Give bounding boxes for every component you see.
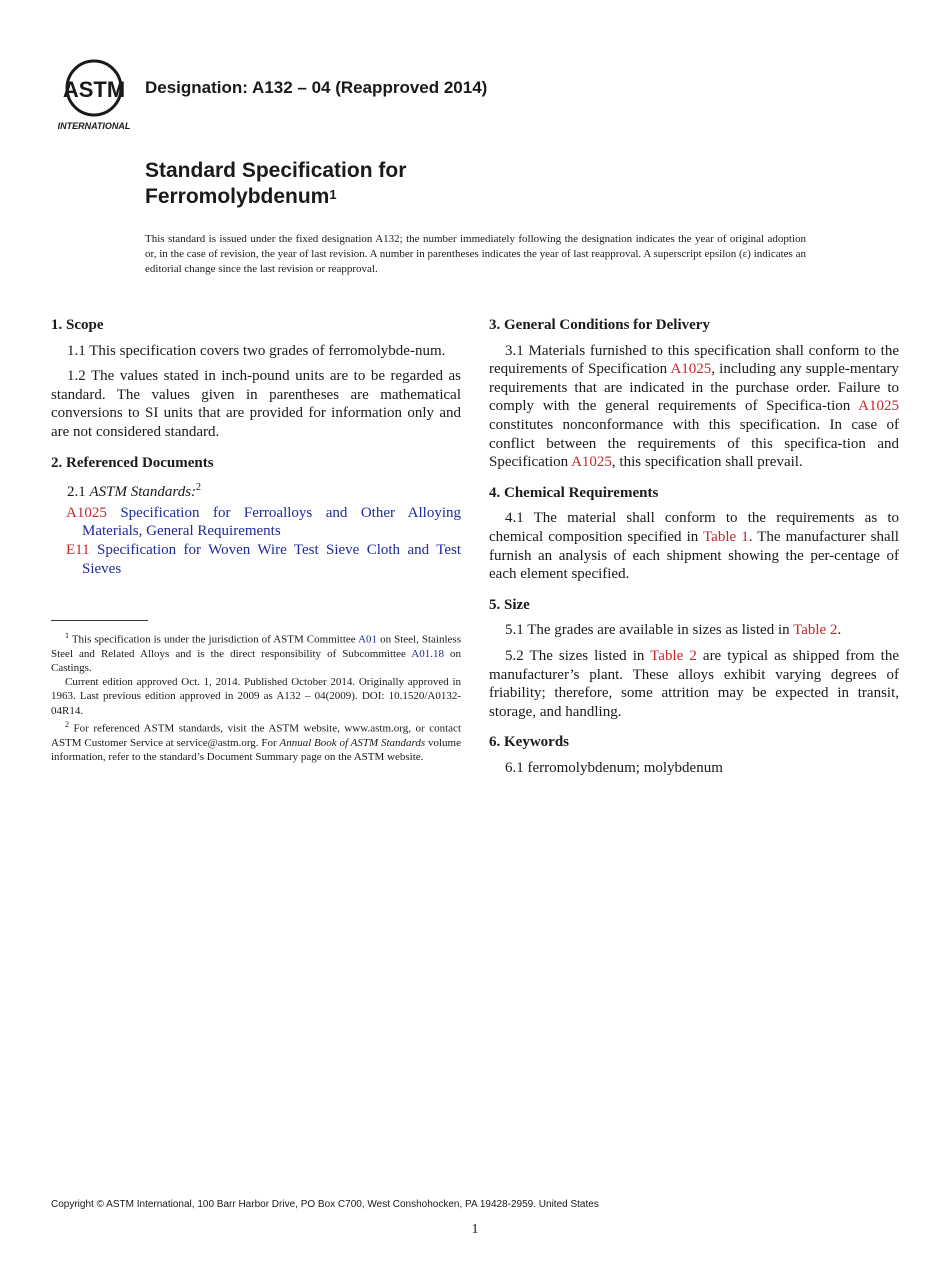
paragraph-text: . The manufacturer shall furnish an analysis of each shipment showing the per-centage of each element specified. (489, 528, 899, 583)
title-line-2-text: Ferromolybdenum (145, 185, 330, 208)
astm-standards-subheading (51, 479, 461, 502)
paragraph-text: 5.2 The sizes listed in (505, 647, 651, 664)
paragraph-text: , this specification shall prevail. (611, 454, 803, 471)
paragraph-1-1: 1.1 This specification covers two grades of ferromolybde-num. (67, 342, 446, 359)
subcommittee-link[interactable]: A01.18 (411, 647, 444, 660)
paragraph-1-2: 1.2 The values stated in inch-pound units are to be regarded as standard. The values given in parentheses are mathematical conversions to SI units that are provided for information only and are not considered standard. (51, 368, 461, 440)
footnote-number: 1 (65, 631, 69, 640)
title-footnote-marker[interactable]: 1 (329, 187, 337, 202)
title-line-1: Standard Specification for (145, 159, 407, 182)
reference-title-link[interactable]: Specification for Woven Wire Test Sieve Cloth and Test Sieves (82, 541, 461, 577)
spec-link-a1025[interactable]: A1025 (858, 398, 899, 415)
reference-code-link[interactable]: A1025 (66, 504, 107, 521)
right-column (489, 316, 899, 789)
page-number: 1 (471, 1222, 479, 1237)
reference-item (51, 504, 461, 541)
paragraph-text: , including any supple-mentary requirements that are indicated in the purchase order. Failure to comply with the general requirements of Specifica-tion (489, 361, 900, 415)
section-heading: 5. Size (489, 596, 530, 613)
title-line-2 (145, 184, 406, 210)
astm-logo (52, 57, 136, 133)
footnote-text: on Steel, Stainless Steel and Related Alloys and is the direct responsibility of Subcommittee (51, 633, 461, 660)
paragraph-4-1 (489, 509, 899, 583)
copyright-notice: Copyright © ASTM International, 100 Barr Harbor Drive, PO Box C700, West Conshohocken, PA 19428-2959. United States (51, 1199, 599, 1210)
paragraph-5-2 (489, 647, 899, 721)
paragraph-text: constitutes nonconformance with this specification. In case of conflict between the requirements of this specifica-tion and Specification (489, 416, 899, 471)
section-keywords (489, 733, 899, 777)
logo-subtext: INTERNATIONAL (57, 121, 131, 131)
paragraph-text: are typical as shipped from the manufacturer’s plant. These alloys exhibit varying degrees of friability; therefore, some attrition may be expected in transit, storage, and handling. (489, 647, 899, 720)
designation: Designation: A132 – 04 (Reapproved 2014) (145, 78, 488, 97)
table-1-link[interactable]: Table 1 (703, 528, 749, 545)
section-referenced-documents (51, 454, 461, 579)
paragraph-text: 3.1 Materials furnished to this specification shall conform to the requirements of Specification (489, 342, 899, 378)
footnote-marker-2[interactable]: 2 (196, 482, 202, 494)
section-heading: 6. Keywords (489, 734, 569, 751)
paragraph-text: . (837, 622, 842, 639)
left-column (51, 316, 461, 590)
section-scope (51, 316, 461, 442)
paragraph-6-1: 6.1 ferromolybdenum; molybdenum (505, 759, 723, 776)
footnote-text: For referenced ASTM standards, visit the ASTM website, www.astm.org, or contact ASTM Customer Service at service@astm.org. For (51, 722, 461, 749)
footnote-emphasis: Annual Book of ASTM Standards (279, 736, 426, 749)
section-chemical-requirements (489, 484, 899, 584)
footnote-1 (51, 629, 461, 675)
spec-link-a1025[interactable]: A1025 (670, 361, 712, 378)
section-heading: 4. Chemical Requirements (489, 484, 659, 501)
footnote-number: 2 (65, 719, 69, 729)
logo-text: ASTM (62, 77, 126, 102)
reference-item (51, 541, 461, 578)
footnote-text: This specification is under the jurisdiction of ASTM Committee (69, 633, 359, 646)
table-2-link[interactable]: Table 2 (650, 647, 697, 664)
document-title (145, 158, 406, 210)
paragraph-text: 5.1 The grades are available in sizes as listed in (505, 622, 794, 639)
reference-code-link[interactable]: E11 (66, 541, 90, 558)
footnote-text: volume information, refer to the standard’s Document Summary page on the ASTM website. (51, 736, 461, 763)
reference-title-link[interactable]: Specification for Ferroalloys and Other Alloying Materials, General Requirements (82, 504, 461, 540)
spec-link-a1025[interactable]: A1025 (571, 454, 612, 471)
committee-link[interactable]: A01 (358, 633, 378, 646)
table-2-link[interactable]: Table 2 (793, 622, 838, 639)
footnote-divider (51, 620, 148, 621)
issuance-statement: This standard is issued under the fixed designation A132; the number immediately following the designation indicates the year of original adoption or, in the case of revision, the year of last revision. A number in parentheses indicates the year of last reapproval. A superscript epsilon (ε) indicates an editorial change since the last revision or reapproval. (145, 233, 806, 275)
paragraph-5-1 (489, 621, 899, 640)
sub-label: ASTM Standards: (89, 484, 197, 501)
footnotes (51, 629, 461, 764)
footnote-text: on Castings. (51, 647, 462, 675)
footnote-1-edition: Current edition approved Oct. 1, 2014. Published October 2014. Originally approved in 1963. Last previous edition approved in 2009 as A132 – 04(2009). DOI: 10.1520/A0132-04R14. (51, 676, 461, 717)
section-heading: 3. General Conditions for Delivery (489, 317, 710, 333)
section-size (489, 596, 899, 722)
paragraph-3-1 (489, 342, 899, 472)
paragraph-text: 4.1 The material shall conform to the requirements as to chemical composition specified in (489, 510, 899, 545)
astm-logo-graphic (52, 57, 136, 133)
section-heading: 1. Scope (51, 317, 104, 333)
sub-number: 2.1 (67, 484, 86, 501)
footnote-2 (51, 718, 461, 764)
section-general-conditions (489, 316, 899, 472)
section-heading: 2. Referenced Documents (51, 454, 214, 471)
